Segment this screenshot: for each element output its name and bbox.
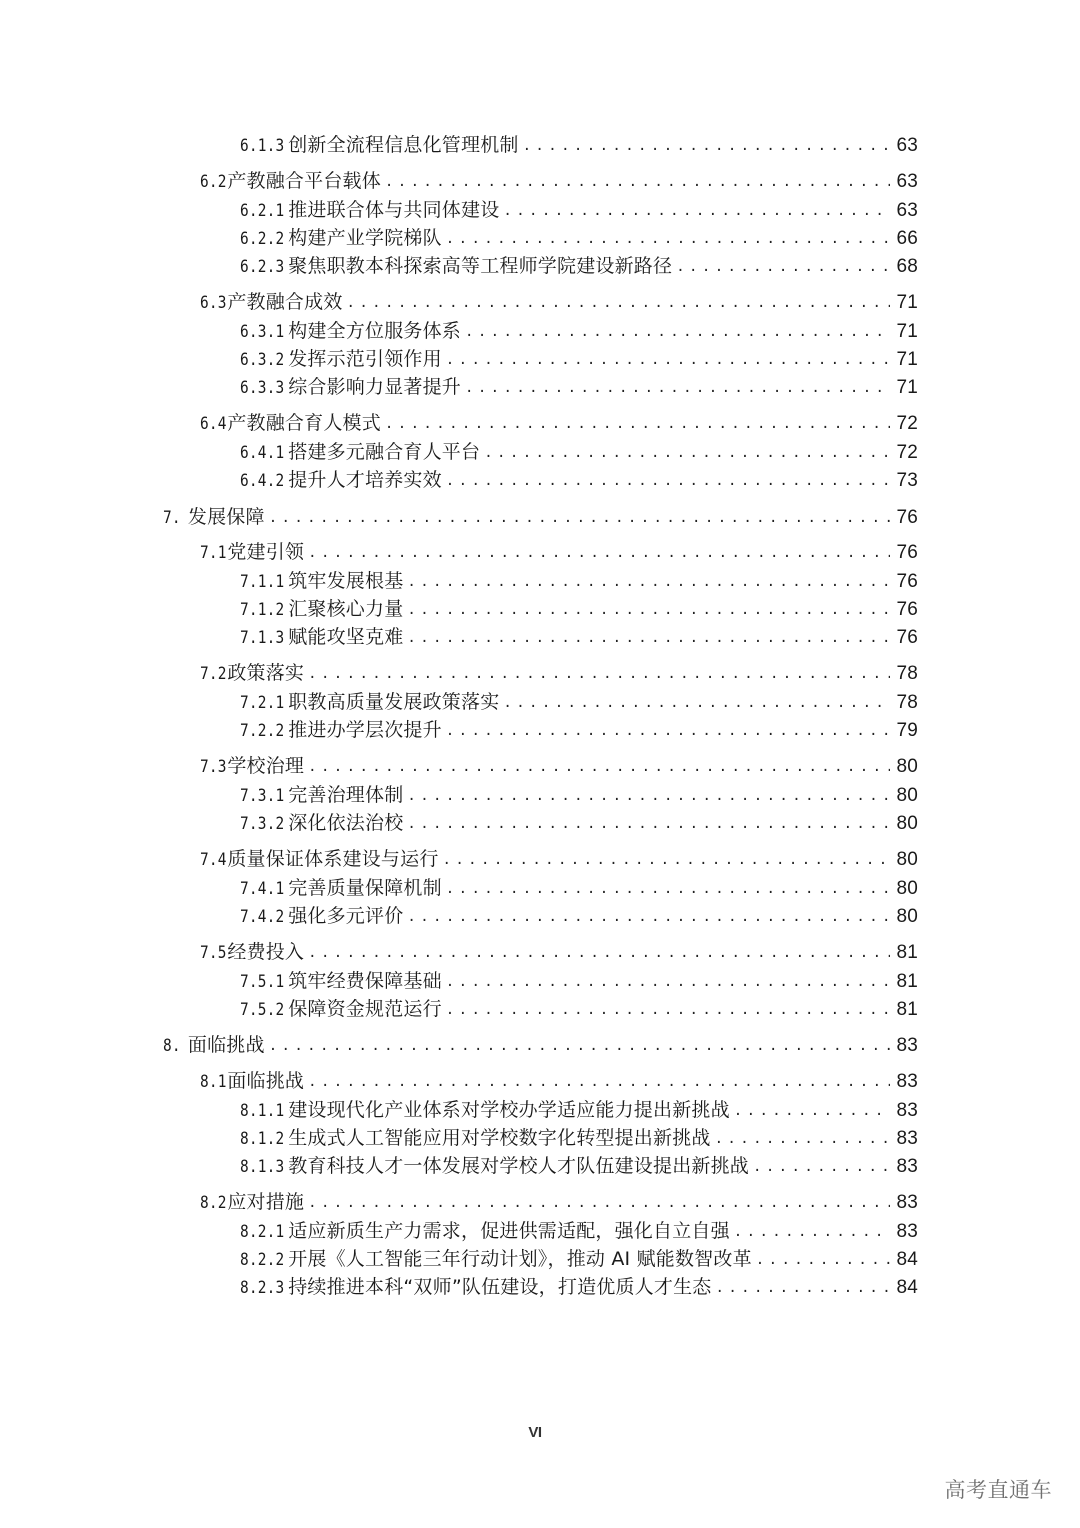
toc-entry-page-number: 73 bbox=[896, 470, 918, 491]
toc-entry-title: 构建全方位服务体系 bbox=[288, 320, 461, 342]
toc-entry-number: 7.5 bbox=[200, 943, 227, 963]
toc-entry-level-3[interactable] bbox=[240, 1124, 918, 1152]
dot-leader bbox=[385, 168, 890, 196]
toc-entry-title: 应对措施 bbox=[227, 1191, 305, 1213]
toc-entry-page-number: 83 bbox=[896, 1035, 918, 1056]
toc-entry-number: 8.1.3 bbox=[240, 1157, 285, 1177]
toc-entry-title: 生成式人工智能应用对学校数字化转型提出新挑战 bbox=[288, 1127, 711, 1149]
toc-entry-title: 开展《人工智能三年行动计划》，推动 AI 赋能数智改革 bbox=[288, 1248, 752, 1270]
dot-leader bbox=[407, 782, 890, 810]
toc-entry-title: 提升人才培养实效 bbox=[288, 469, 442, 491]
toc-entry-number: 7.1 bbox=[200, 543, 227, 563]
toc-entry-title: 学校治理 bbox=[227, 755, 305, 777]
toc-entry-level-3[interactable] bbox=[240, 317, 918, 345]
toc-entry-title: 聚焦职教本科探索高等工程师学院建设新路径 bbox=[288, 255, 673, 277]
dot-leader bbox=[269, 504, 890, 532]
dot-leader bbox=[676, 253, 890, 281]
dot-leader bbox=[308, 939, 890, 967]
toc-entry-number: 6.2.1 bbox=[240, 201, 285, 221]
toc-entry-title: 发展保障 bbox=[187, 506, 265, 528]
toc-entry-title: 建设现代化产业体系对学校办学适应能力提出新挑战 bbox=[288, 1099, 730, 1121]
dot-leader bbox=[443, 846, 890, 874]
toc-entry-level-3[interactable] bbox=[240, 809, 918, 837]
toc-entry-level-3[interactable] bbox=[240, 224, 918, 252]
toc-entry-level-3[interactable] bbox=[240, 345, 918, 373]
toc-entry-page-number: 72 bbox=[896, 442, 918, 463]
toc-entry-page-number: 83 bbox=[896, 1221, 918, 1242]
page-number-footer bbox=[0, 1424, 1080, 1441]
toc-entry-number: 7.5.1 bbox=[240, 972, 285, 992]
toc-entry-level-3[interactable] bbox=[240, 1245, 918, 1273]
toc-entry-number: 7.1.3 bbox=[240, 628, 285, 648]
toc-entry-number: 7.2.2 bbox=[240, 721, 285, 741]
toc-entry-level-2[interactable] bbox=[200, 167, 918, 195]
toc-entry-level-3[interactable] bbox=[240, 438, 918, 466]
toc-entry-page-number: 80 bbox=[896, 906, 918, 927]
dot-leader bbox=[308, 1068, 890, 1096]
toc-entry-title: 面临挑战 bbox=[227, 1070, 305, 1092]
toc-entry-title: 面临挑战 bbox=[187, 1034, 265, 1056]
toc-entry-number: 8.2.1 bbox=[240, 1222, 285, 1242]
toc-entry-level-2[interactable] bbox=[200, 1067, 918, 1095]
toc-entry-level-3[interactable] bbox=[240, 131, 918, 159]
toc-entry-number: 7.4.2 bbox=[240, 907, 285, 927]
toc-entry-level-3[interactable] bbox=[240, 623, 918, 651]
toc-entry-page-number: 84 bbox=[896, 1249, 918, 1270]
toc-entry-page-number: 80 bbox=[896, 756, 918, 777]
toc-entry-page-number: 76 bbox=[896, 599, 918, 620]
toc-entry-level-1[interactable] bbox=[163, 503, 918, 531]
toc-entry-level-3[interactable] bbox=[240, 716, 918, 744]
toc-entry-number: 6.3.3 bbox=[240, 378, 285, 398]
toc-entry-page-number: 79 bbox=[896, 720, 918, 741]
dot-leader bbox=[465, 374, 890, 402]
toc-entry-title: 构建产业学院梯队 bbox=[288, 227, 442, 249]
toc-entry-number: 7.2 bbox=[200, 664, 227, 684]
toc-entry-page-number: 80 bbox=[896, 813, 918, 834]
toc-entry-page-number: 63 bbox=[896, 200, 918, 221]
toc-entry-title: 产教融合育人模式 bbox=[227, 412, 381, 434]
toc-entry-number: 7.3.2 bbox=[240, 814, 285, 834]
toc-entry-level-3[interactable] bbox=[240, 1152, 918, 1180]
toc-entry-number: 8.1 bbox=[200, 1072, 227, 1092]
dot-leader bbox=[446, 717, 890, 745]
dot-leader bbox=[446, 346, 890, 374]
toc-entry-number: 8.2.3 bbox=[240, 1278, 285, 1298]
dot-leader bbox=[407, 568, 890, 596]
toc-entry-level-2[interactable] bbox=[200, 845, 918, 873]
toc-entry-number: 8.1.1 bbox=[240, 1101, 285, 1121]
dot-leader bbox=[446, 225, 890, 253]
dot-leader bbox=[308, 1189, 890, 1217]
toc-entry-number: 6.2.2 bbox=[240, 229, 285, 249]
toc-entry-level-2[interactable] bbox=[200, 409, 918, 437]
toc-entry-title: 搭建多元融合育人平台 bbox=[288, 441, 481, 463]
toc-entry-number: 7.4.1 bbox=[240, 879, 285, 899]
toc-entry-title: 产教融合成效 bbox=[227, 291, 343, 313]
toc-entry-number: 6.2 bbox=[200, 172, 227, 192]
dot-leader bbox=[446, 467, 890, 495]
toc-entry-page-number: 80 bbox=[896, 849, 918, 870]
toc-entry-level-1[interactable] bbox=[163, 1031, 918, 1059]
toc-entry-level-3[interactable] bbox=[240, 567, 918, 595]
dot-leader bbox=[407, 596, 890, 624]
toc-entry-page-number: 71 bbox=[896, 321, 918, 342]
toc-entry-number: 6.1.3 bbox=[240, 136, 285, 156]
toc-entry-level-3[interactable] bbox=[240, 995, 918, 1023]
toc-entry-page-number: 81 bbox=[896, 999, 918, 1020]
toc-entry-number: 7.3.1 bbox=[240, 786, 285, 806]
toc-entry-page-number: 81 bbox=[896, 942, 918, 963]
toc-entry-level-2[interactable] bbox=[200, 288, 918, 316]
dot-leader bbox=[385, 410, 890, 438]
toc-entry-page-number: 80 bbox=[896, 785, 918, 806]
dot-leader bbox=[756, 1246, 890, 1274]
dot-leader bbox=[753, 1153, 890, 1181]
toc-entry-level-2[interactable] bbox=[200, 752, 918, 780]
toc-entry-number: 6.4 bbox=[200, 414, 227, 434]
dot-leader bbox=[465, 318, 890, 346]
toc-entry-title: 汇聚核心力量 bbox=[288, 598, 404, 620]
dot-leader bbox=[734, 1097, 890, 1125]
dot-leader bbox=[503, 197, 890, 225]
toc-entry-page-number: 83 bbox=[896, 1156, 918, 1177]
dot-leader bbox=[734, 1218, 890, 1246]
toc-entry-page-number: 63 bbox=[896, 171, 918, 192]
toc-entry-number: 7.3 bbox=[200, 757, 227, 777]
toc-entry-title: 党建引领 bbox=[227, 541, 305, 563]
toc-entry-number: 8.1.2 bbox=[240, 1129, 285, 1149]
toc-entry-level-3[interactable] bbox=[240, 373, 918, 401]
toc-entry-number: 7.5.2 bbox=[240, 1000, 285, 1020]
toc-entry-level-2[interactable] bbox=[200, 538, 918, 566]
dot-leader bbox=[269, 1032, 890, 1060]
toc-entry-page-number: 84 bbox=[896, 1277, 918, 1298]
toc-entry-title: 推进联合体与共同体建设 bbox=[288, 199, 500, 221]
toc-entry-page-number: 83 bbox=[896, 1071, 918, 1092]
toc-entry-title: 发挥示范引领作用 bbox=[288, 348, 442, 370]
toc-entry-number: 6.4.1 bbox=[240, 443, 285, 463]
toc-entry-level-3[interactable] bbox=[240, 902, 918, 930]
toc-entry-level-3[interactable] bbox=[240, 466, 918, 494]
toc-entry-title: 政策落实 bbox=[227, 662, 305, 684]
toc-entry-title: 深化依法治校 bbox=[288, 812, 404, 834]
toc-entry-level-3[interactable] bbox=[240, 1273, 918, 1301]
toc-entry-title: 保障资金规范运行 bbox=[288, 998, 442, 1020]
toc-entry-page-number: 76 bbox=[896, 571, 918, 592]
toc-entry-title: 推进办学层次提升 bbox=[288, 719, 442, 741]
toc-entry-page-number: 76 bbox=[896, 627, 918, 648]
toc-entry-page-number: 83 bbox=[896, 1100, 918, 1121]
toc-entry-page-number: 76 bbox=[896, 507, 918, 528]
toc-entry-title: 产教融合平台载体 bbox=[227, 170, 381, 192]
toc-entry-page-number: 76 bbox=[896, 542, 918, 563]
dot-leader bbox=[523, 132, 890, 160]
toc-entry-level-3[interactable] bbox=[240, 967, 918, 995]
toc-entry-title: 筑牢经费保障基础 bbox=[288, 970, 442, 992]
toc-entry-number: 8.2.2 bbox=[240, 1250, 285, 1270]
toc-entry-level-2[interactable] bbox=[200, 1188, 918, 1216]
dot-leader bbox=[347, 289, 890, 317]
toc-entry-level-3[interactable] bbox=[240, 688, 918, 716]
toc-entry-level-3[interactable] bbox=[240, 781, 918, 809]
toc-entry-title: 完善治理体制 bbox=[288, 784, 404, 806]
toc-entry-page-number: 71 bbox=[896, 292, 918, 313]
toc-entry-title: 教育科技人才一体发展对学校人才队伍建设提出新挑战 bbox=[288, 1155, 749, 1177]
toc-entry-title: 质量保证体系建设与运行 bbox=[227, 848, 439, 870]
toc-entry-level-3[interactable] bbox=[240, 874, 918, 902]
dot-leader bbox=[308, 660, 890, 688]
toc-entry-page-number: 72 bbox=[896, 413, 918, 434]
toc-entry-title: 完善质量保障机制 bbox=[288, 877, 442, 899]
toc-entry-page-number: 78 bbox=[896, 692, 918, 713]
toc-entry-title: 综合影响力显著提升 bbox=[288, 376, 461, 398]
dot-leader bbox=[715, 1125, 890, 1153]
toc-entry-level-3[interactable] bbox=[240, 595, 918, 623]
toc-entry-page-number: 83 bbox=[896, 1128, 918, 1149]
toc-entry-title: 强化多元评价 bbox=[288, 905, 404, 927]
toc-entry-level-2[interactable] bbox=[200, 659, 918, 687]
dot-leader bbox=[503, 689, 890, 717]
toc-entry-level-2[interactable] bbox=[200, 938, 918, 966]
toc-entry-page-number: 80 bbox=[896, 878, 918, 899]
toc-entry-title: 持续推进本科“双师”队伍建设，打造优质人才生态 bbox=[288, 1276, 712, 1298]
dot-leader bbox=[308, 539, 890, 567]
toc-entry-title: 筑牢发展根基 bbox=[288, 570, 404, 592]
toc-entry-number: 6.2.3 bbox=[240, 257, 285, 277]
toc-entry-level-3[interactable] bbox=[240, 1217, 918, 1245]
dot-leader bbox=[484, 439, 890, 467]
toc-entry-number: 6.4.2 bbox=[240, 471, 285, 491]
dot-leader bbox=[715, 1274, 890, 1302]
toc-entry-number: 7. bbox=[163, 508, 181, 528]
toc-entry-level-3[interactable] bbox=[240, 196, 918, 224]
dot-leader bbox=[446, 996, 890, 1024]
toc-entry-number: 8.2 bbox=[200, 1193, 227, 1213]
toc-entry-title: 适应新质生产力需求，促进供需适配，强化自立自强 bbox=[288, 1220, 730, 1242]
toc-entry-number: 6.3 bbox=[200, 293, 227, 313]
toc-entry-page-number: 78 bbox=[896, 663, 918, 684]
toc-entry-page-number: 71 bbox=[896, 377, 918, 398]
toc-entry-title: 创新全流程信息化管理机制 bbox=[288, 134, 519, 156]
toc-entry-page-number: 71 bbox=[896, 349, 918, 370]
toc-entry-page-number: 81 bbox=[896, 971, 918, 992]
toc-entry-title: 赋能攻坚克难 bbox=[288, 626, 404, 648]
toc-entry-level-3[interactable] bbox=[240, 1096, 918, 1124]
page-number: VI bbox=[528, 1424, 542, 1441]
dot-leader bbox=[446, 875, 890, 903]
toc-entry-number: 7.1.1 bbox=[240, 572, 285, 592]
dot-leader bbox=[308, 753, 890, 781]
toc-entry-title: 经费投入 bbox=[227, 941, 305, 963]
toc-entry-title: 职教高质量发展政策落实 bbox=[288, 691, 500, 713]
toc-entry-page-number: 83 bbox=[896, 1192, 918, 1213]
toc-entry-level-3[interactable] bbox=[240, 252, 918, 280]
dot-leader bbox=[407, 624, 890, 652]
toc-entry-number: 7.4 bbox=[200, 850, 227, 870]
toc-entry-page-number: 68 bbox=[896, 256, 918, 277]
toc-entry-number: 6.3.2 bbox=[240, 350, 285, 370]
toc-entry-number: 7.2.1 bbox=[240, 693, 285, 713]
toc-entry-page-number: 63 bbox=[896, 135, 918, 156]
dot-leader bbox=[407, 810, 890, 838]
toc-entry-number: 8. bbox=[163, 1036, 181, 1056]
watermark-label: 高考直通车 bbox=[944, 1478, 1052, 1502]
toc-entry-number: 7.1.2 bbox=[240, 600, 285, 620]
toc-entry-number: 6.3.1 bbox=[240, 322, 285, 342]
dot-leader bbox=[446, 968, 890, 996]
toc-entry-page-number: 66 bbox=[896, 228, 918, 249]
dot-leader bbox=[407, 903, 890, 931]
